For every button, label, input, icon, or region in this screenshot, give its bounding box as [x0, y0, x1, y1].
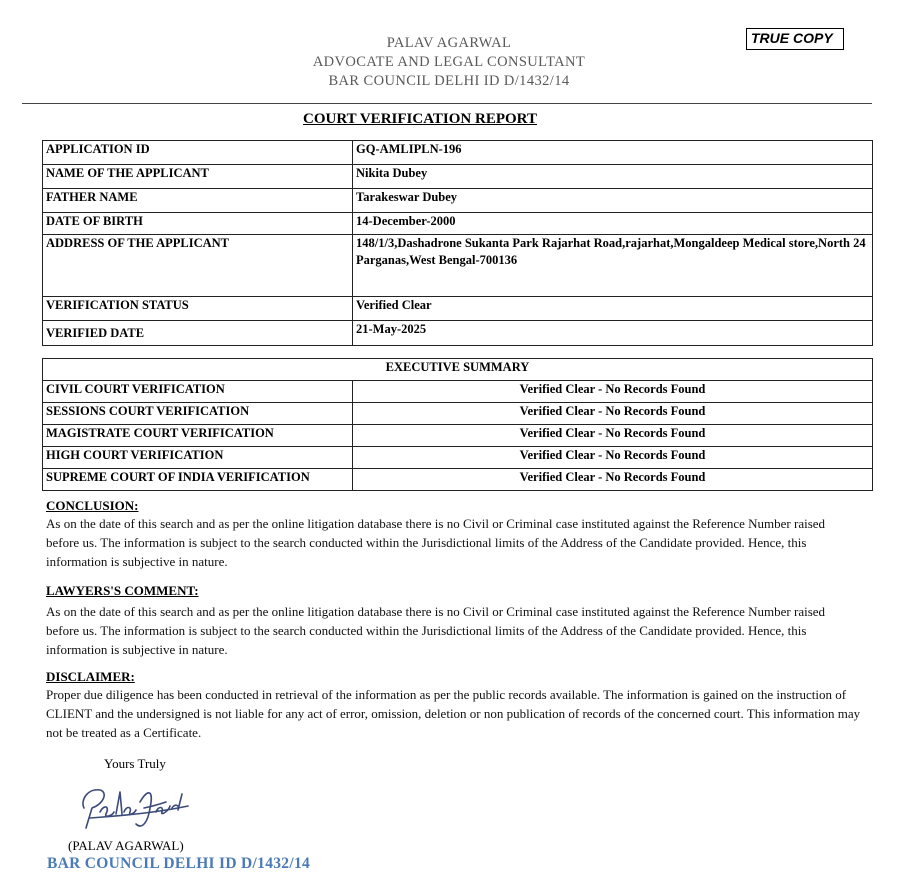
report-title: COURT VERIFICATION REPORT	[303, 111, 537, 127]
applicant-details-table	[42, 140, 873, 346]
row-value: Verified Clear - No Records Found	[353, 381, 873, 403]
table-row	[43, 141, 873, 165]
row-label: NAME OF THE APPLICANT	[43, 165, 353, 189]
row-label: CIVIL COURT VERIFICATION	[43, 381, 353, 403]
row-value: Verified Clear - No Records Found	[353, 469, 873, 491]
row-label: DATE OF BIRTH	[43, 213, 353, 235]
signatory-name: (PALAV AGARWAL)	[68, 838, 184, 853]
row-value: Tarakeswar Dubey	[353, 189, 873, 213]
table-row	[43, 297, 873, 321]
table-row	[43, 425, 873, 447]
table-row	[43, 403, 873, 425]
advocate-bar-id: BAR COUNCIL DELHI ID D/1432/14	[328, 73, 570, 89]
conclusion-heading: CONCLUSION:	[46, 498, 139, 513]
row-value: GQ-AMLIPLN-196	[353, 141, 873, 165]
row-value: Verified Clear - No Records Found	[353, 403, 873, 425]
table-row	[43, 381, 873, 403]
row-label: HIGH COURT VERIFICATION	[43, 447, 353, 469]
true-copy-stamp: TRUE COPY	[746, 28, 844, 50]
row-label: VERIFIED DATE	[43, 321, 353, 346]
row-value: Verified Clear - No Records Found	[353, 425, 873, 447]
row-label: SUPREME COURT OF INDIA VERIFICATION	[43, 469, 353, 491]
table-header-row	[43, 359, 873, 381]
row-label: MAGISTRATE COURT VERIFICATION	[43, 425, 353, 447]
handwritten-signature-icon	[70, 778, 195, 834]
table-row	[43, 235, 873, 297]
executive-summary-table	[42, 358, 873, 491]
row-label: ADDRESS OF THE APPLICANT	[43, 235, 353, 297]
row-label: SESSIONS COURT VERIFICATION	[43, 403, 353, 425]
row-value: Verified Clear	[353, 297, 873, 321]
table-row	[43, 321, 873, 346]
table-row	[43, 447, 873, 469]
row-label: FATHER NAME	[43, 189, 353, 213]
salutation: Yours Truly	[104, 756, 166, 771]
table-row	[43, 165, 873, 189]
lawyers-comment-text: As on the date of this search and as per the online litigation database there is no Civil or Criminal case instituted against the Reference Number raised before us. The information is subject to the search conducted within the Jurisdictional limits of the Address of the Candidate provided. Hence, this information is subjective in nature.	[46, 604, 826, 657]
advocate-name: PALAV AGARWAL	[386, 35, 512, 51]
row-label: VERIFICATION STATUS	[43, 297, 353, 321]
lawyers-comment-heading: LAWYERS'S COMMENT:	[46, 583, 199, 598]
table-row	[43, 469, 873, 491]
disclaimer-heading: DISCLAIMER:	[46, 669, 135, 684]
table-row	[43, 213, 873, 235]
row-value: 21-May-2025	[353, 321, 873, 346]
row-value: Verified Clear - No Records Found	[353, 447, 873, 469]
row-value: 148/1/3,Dashadrone Sukanta Park Rajarhat Road,rajarhat,Mongaldeep Medical store,North 24 Parganas,West Bengal-700136	[353, 235, 873, 297]
disclaimer-text: Proper due diligence has been conducted in retrieval of the information as per the public records available. The information is gained on the instruction of CLIENT and the undersigned is not liable for any act of error, omission, deletion or non publication of records of the concerned court. This information may not be treated as a Certificate.	[46, 687, 861, 740]
conclusion-text: As on the date of this search and as per the online litigation database there is no Civil or Criminal case instituted against the Reference Number raised before us. The information is subject to the search conducted within the Jurisdictional limits of the Address of the Candidate provided. Hence, this information is subjective in nature.	[46, 516, 826, 569]
row-label: APPLICATION ID	[43, 141, 353, 165]
summary-title: EXECUTIVE SUMMARY	[43, 359, 873, 381]
row-value: 14-December-2000	[353, 213, 873, 235]
header-divider	[22, 103, 872, 104]
row-value: Nikita Dubey	[353, 165, 873, 189]
advocate-designation: ADVOCATE AND LEGAL CONSULTANT	[312, 54, 586, 70]
table-row	[43, 189, 873, 213]
signatory-bar-id: BAR COUNCIL DELHI ID D/1432/14	[47, 855, 311, 872]
